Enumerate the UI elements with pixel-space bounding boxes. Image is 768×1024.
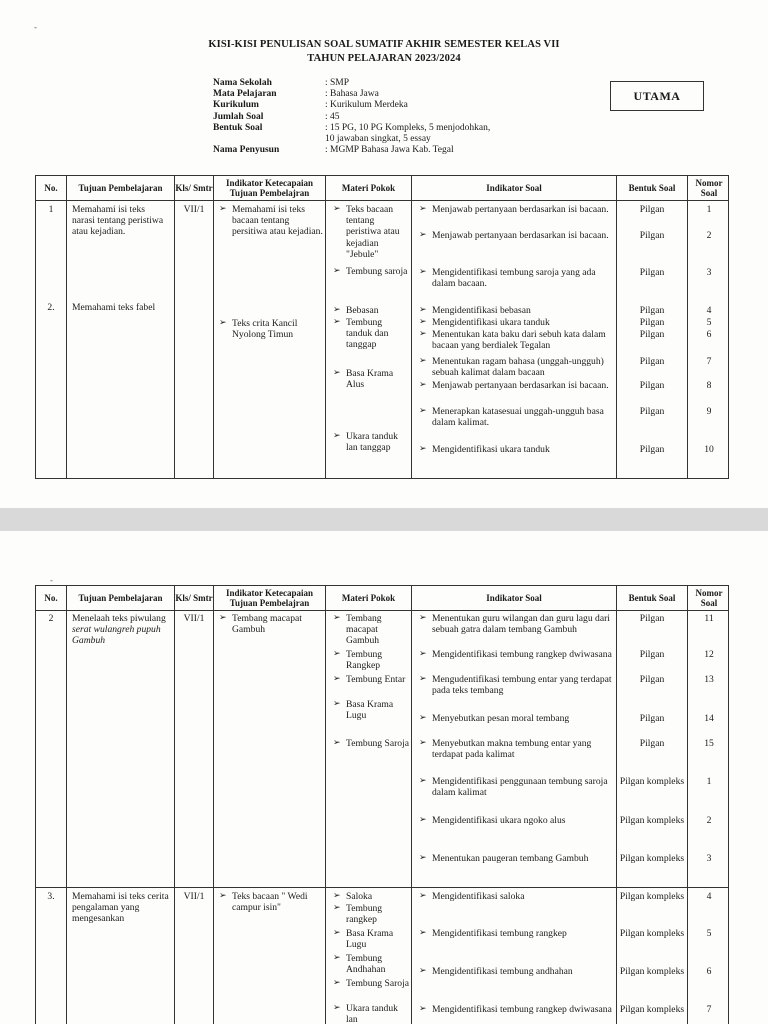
- indikator-soal: ➢ Mengidentifikasi tembung rangkep dwiwasana: [432, 649, 612, 660]
- bentuk-cell: Pilgan: [639, 204, 665, 215]
- info-label: Jumlah Soal: [213, 111, 264, 122]
- bentuk-cell: Pilgan: [639, 380, 665, 391]
- info-value: : 15 PG, 10 PG Kompleks, 5 menjodohkan,: [325, 122, 491, 133]
- indikator-soal: ➢ Menjawab pertanyaan berdasarkan isi bacaan.: [432, 230, 612, 241]
- nomor-cell: 14: [704, 713, 714, 724]
- nomor-cell: 2: [706, 815, 712, 826]
- header-nomor: Nomor Soal: [695, 178, 723, 198]
- header-indikator-soal: Indikator Soal: [486, 183, 542, 193]
- bentuk-cell: Pilgan: [639, 713, 665, 724]
- materi-item: ➢ Tembung saroja: [346, 266, 410, 277]
- bentuk-cell: Pilgan: [639, 406, 665, 417]
- bentuk-cell: Pilgan: [639, 613, 665, 624]
- indikator-soal: ➢ Mengidentifikasi tembung rangkep dwiwasana: [432, 1004, 612, 1015]
- bentuk-cell: Pilgan kompleks: [619, 776, 685, 787]
- bentuk-cell: Pilgan kompleks: [619, 928, 685, 939]
- nomor-cell: 1: [706, 204, 712, 215]
- indikator-soal: ➢ Menentukan paugeran tembang Gambuh: [432, 853, 612, 864]
- nomor-cell: 10: [704, 444, 714, 455]
- nomor-cell: 13: [704, 674, 714, 685]
- header-bentuk: Bentuk Soal: [628, 183, 676, 193]
- indikator-soal: ➢ Menjawab pertanyaan berdasarkan isi bacaan.: [432, 380, 612, 391]
- header-tujuan: Tujuan Pembelajaran: [78, 593, 163, 603]
- info-label: [213, 134, 325, 145]
- document-info: [213, 78, 585, 156]
- tujuan-cell: Memahami isi teks narasi tentang peristiwa atau kejadian.: [72, 204, 164, 238]
- materi-item: ➢ Basa Krama Lugu: [346, 699, 410, 721]
- bentuk-cell: Pilgan kompleks: [619, 891, 685, 902]
- info-value: : SMP: [325, 78, 350, 88]
- row-no: 2: [48, 613, 54, 624]
- header-kls: Kls/ Smtr: [175, 593, 213, 603]
- nomor-cell: 3: [706, 853, 712, 864]
- materi-item: ➢ Saloka: [346, 891, 410, 902]
- bentuk-cell: Pilgan: [639, 230, 665, 241]
- indikator-soal: ➢ Mengidentifikasi ukara tanduk: [432, 317, 612, 328]
- info-label: Bentuk Soal: [213, 122, 263, 133]
- row-no: 1: [48, 204, 54, 215]
- info-row: [213, 112, 585, 123]
- nomor-cell: 7: [706, 1004, 712, 1015]
- indikator-soal: ➢ Mengidentifikasi tembung rangkep: [432, 928, 612, 939]
- bentuk-cell: Pilgan: [639, 444, 665, 455]
- info-label: Kurikulum: [213, 100, 259, 111]
- nomor-cell: 11: [704, 613, 714, 624]
- header-no: No.: [44, 183, 58, 193]
- info-value: : 45: [325, 111, 340, 122]
- info-row: [213, 145, 585, 156]
- nomor-cell: 6: [706, 329, 712, 340]
- info-row: [213, 123, 585, 134]
- kisi-table-2: [35, 585, 729, 1024]
- materi-item: ➢ Tembung Entar: [346, 674, 410, 685]
- info-label: Nama Sekolah: [213, 78, 272, 88]
- header-bentuk: Bentuk Soal: [628, 593, 676, 603]
- info-row: [213, 78, 585, 89]
- materi-item: ➢ Bebasan: [346, 305, 410, 316]
- info-value: : Bahasa Jawa: [325, 89, 379, 100]
- indikator-soal: ➢ Mengidentifikasi ukara ngoko alus: [432, 815, 612, 826]
- materi-item: ➢ Ukara tanduk lan tanggap: [346, 431, 410, 453]
- materi-item: ➢ Basa Krama Alus: [346, 368, 410, 390]
- materi-item: ➢ Tembung Rangkep: [346, 649, 410, 671]
- scan-mark: -: [50, 575, 53, 585]
- indikator-ketercapaian-cell: ➢ Tembang macapat Gambuh: [232, 613, 323, 635]
- nomor-cell: 4: [706, 891, 712, 902]
- nomor-cell: 3: [706, 267, 712, 278]
- materi-item: ➢ Tembung Saroja: [346, 738, 410, 749]
- indikator-soal: ➢ Mengidentifikasi tembung saroja yang ada dalam bacaan.: [432, 267, 612, 289]
- bentuk-cell: Pilgan kompleks: [619, 1004, 685, 1015]
- nomor-cell: 1: [706, 776, 712, 787]
- info-row: [213, 134, 585, 145]
- indikator-soal: ➢ Menentukan guru wilangan dan guru lagu dari sebuah gatra dalam tembang Gambuh: [432, 613, 612, 635]
- nomor-cell: 8: [706, 380, 712, 391]
- bentuk-cell: Pilgan: [639, 267, 665, 278]
- indikator-ketercapaian-cell: ➢ Teks crita Kancil Nyolong Timun: [232, 318, 323, 340]
- info-label: Mata Pelajaran: [213, 89, 277, 100]
- bentuk-cell: Pilgan: [639, 317, 665, 328]
- bentuk-cell: Pilgan: [639, 356, 665, 367]
- header-indikator-ketercapaian: Indikator Ketecapaian Tujuan Pembelajran: [225, 588, 314, 608]
- indikator-soal: ➢ Menerapkan katasesuai unggah-ungguh basa dalam kalimat.: [432, 406, 612, 428]
- nomor-cell: 4: [706, 305, 712, 316]
- nomor-cell: 15: [704, 738, 714, 749]
- bentuk-cell: Pilgan: [639, 305, 665, 316]
- info-value: : Kurikulum Merdeka: [325, 100, 408, 111]
- materi-item: ➢ Tembang macapat Gambuh: [346, 613, 410, 647]
- header-tujuan: Tujuan Pembelajaran: [78, 183, 163, 193]
- document-title: [0, 38, 768, 66]
- info-value: : MGMP Bahasa Jawa Kab. Tegal: [325, 145, 454, 156]
- info-row: [213, 89, 585, 100]
- bentuk-cell: Pilgan: [639, 738, 665, 749]
- info-row: [213, 100, 585, 111]
- indikator-soal: ➢ Mengidentifikasi ukara tanduk: [432, 444, 612, 455]
- nomor-cell: 7: [706, 356, 712, 367]
- tujuan-text: Menelaah teks piwulang: [72, 613, 166, 624]
- nomor-cell: 12: [704, 649, 714, 660]
- title-line-2: TAHUN PELAJARAN 2023/2024: [307, 53, 461, 64]
- indikator-soal: ➢ Menentukan kata baku dari sebuh kata dalam bacaan yang berdialek Tegalan: [432, 329, 612, 351]
- info-label: Nama Penyusun: [213, 145, 280, 156]
- indikator-soal: ➢ Mengidentifikasi penggunaan tembung saroja dalam kalimat: [432, 776, 612, 798]
- kls-cell: VII/1: [183, 204, 205, 215]
- tujuan-text-italic: serat wulangreh pupuh Gambuh: [72, 624, 161, 647]
- indikator-soal: ➢ Mengidentifikasi bebasan: [432, 305, 612, 316]
- row-no: 2.: [47, 302, 55, 313]
- nomor-cell: 2: [706, 230, 712, 241]
- indikator-soal: ➢ Mengidentifikasi saloka: [432, 891, 612, 902]
- indikator-soal: ➢ Menjawab pertanyaan berdasarkan isi bacaan.: [432, 204, 612, 215]
- header-kls: Kls/ Smtr: [175, 183, 213, 193]
- indikator-soal: ➢ Mengidentifikasi tembung andhahan: [432, 966, 612, 977]
- indikator-ketercapaian-cell: ➢ Memahami isi teks bacaan tentang persitiwa atau kejadian.: [232, 204, 323, 238]
- bentuk-cell: Pilgan: [639, 329, 665, 340]
- bentuk-cell: Pilgan: [639, 674, 665, 685]
- document-page-1: [0, 0, 768, 508]
- kls-cell: VII/1: [183, 891, 205, 902]
- indikator-soal: ➢ Menentukan ragam bahasa (unggah-ungguh) sebuah kalimat dalam bacaan: [432, 356, 612, 378]
- kisi-table-1: [35, 175, 729, 479]
- tujuan-cell: [72, 613, 170, 647]
- bentuk-cell: Pilgan: [639, 649, 665, 660]
- materi-item: ➢ Ukara tanduk lan: [346, 1003, 410, 1024]
- header-nomor: Nomor Soal: [695, 588, 723, 608]
- materi-item: ➢ Teks bacaan tentang peristiwa atau kejadian "Jebule": [346, 204, 410, 260]
- indikator-soal: ➢ Menyebutkan pesan moral tembang: [432, 713, 612, 724]
- materi-item: ➢ Tembung rangkep: [346, 903, 410, 925]
- nomor-cell: 5: [706, 928, 712, 939]
- scan-mark: -: [34, 22, 37, 32]
- row-no: 3.: [47, 891, 55, 902]
- nomor-cell: 5: [706, 317, 712, 328]
- header-no: No.: [44, 593, 58, 603]
- info-value: 10 jawaban singkat, 5 essay: [325, 134, 431, 145]
- header-indikator-soal: Indikator Soal: [486, 593, 542, 603]
- materi-item: ➢ Tembung Saroja: [346, 978, 410, 989]
- materi-item: ➢ Tembung tanduk dan tanggap: [346, 317, 410, 351]
- materi-item: ➢ Basa Krama Lugu: [346, 928, 410, 950]
- utama-badge: UTAMA: [610, 81, 704, 111]
- bentuk-cell: Pilgan kompleks: [619, 815, 685, 826]
- kls-cell: VII/1: [183, 613, 205, 624]
- nomor-cell: 9: [706, 406, 712, 417]
- indikator-soal: ➢ Mengudentifikasi tembung entar yang terdapat pada teks tembang: [432, 674, 612, 696]
- materi-item: ➢ Tembung Andhahan: [346, 953, 410, 975]
- tujuan-cell: Memahami isi teks cerita pengalaman yang mengesankan: [72, 891, 169, 925]
- indikator-ketercapaian-cell: ➢ Teks bacaan " Wedi campur isin": [232, 891, 323, 913]
- bentuk-cell: Pilgan kompleks: [619, 966, 685, 977]
- tujuan-cell: Memahami teks fabel: [72, 302, 156, 313]
- indikator-soal: ➢ Menyebutkan makna tembung entar yang terdapat pada kalimat: [432, 738, 612, 760]
- header-indikator-ketercapaian: Indikator Ketecapaian Tujuan Pembelajran: [225, 178, 314, 198]
- header-materi: Materi Pokok: [341, 593, 396, 603]
- bentuk-cell: Pilgan kompleks: [619, 853, 685, 864]
- header-materi: Materi Pokok: [341, 183, 396, 193]
- document-page-2: [0, 531, 768, 1024]
- title-line-1: KISI-KISI PENULISAN SOAL SUMATIF AKHIR SEMESTER KELAS VII: [208, 39, 560, 50]
- nomor-cell: 6: [706, 966, 712, 977]
